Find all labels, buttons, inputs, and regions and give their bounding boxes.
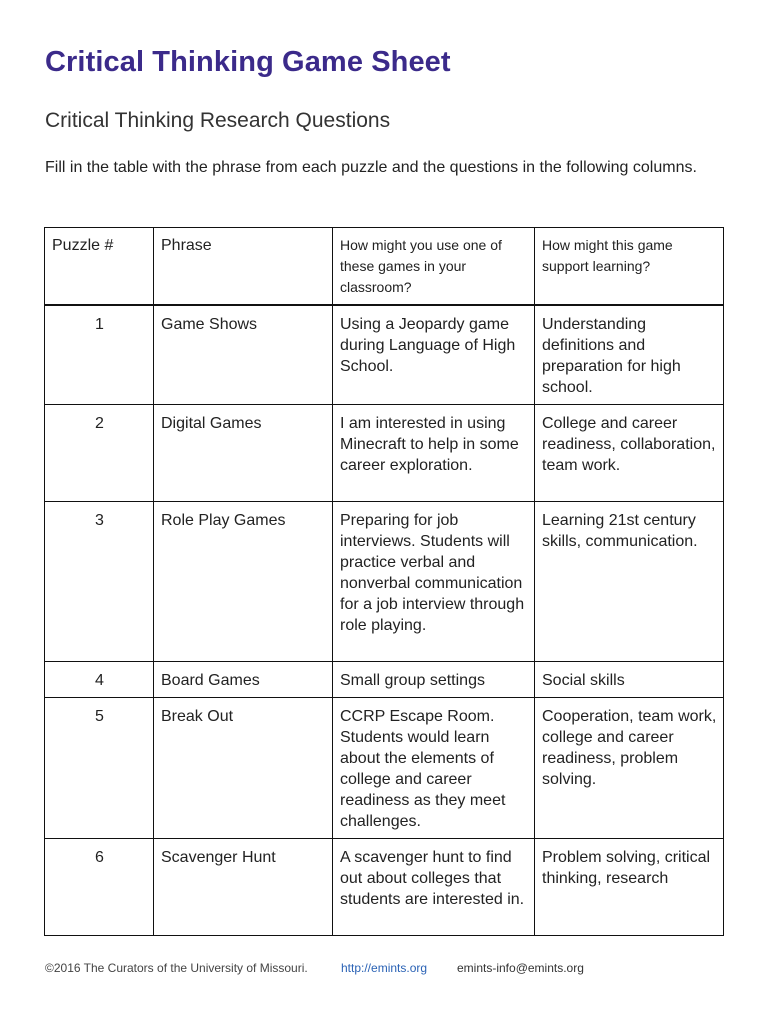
puzzle-number-cell: 3 — [45, 502, 154, 662]
puzzle-number-cell: 5 — [45, 698, 154, 839]
classroom-use-cell: Using a Jeopardy game during Language of High School. — [333, 305, 535, 405]
table-row — [45, 698, 724, 839]
header-puzzle-number: Puzzle # — [45, 228, 154, 306]
classroom-use-cell: A scavenger hunt to find out about colleges that students are interested in. — [333, 839, 535, 936]
support-learning-cell: Learning 21st century skills, communication. — [535, 502, 724, 662]
table-row — [45, 305, 724, 405]
classroom-use-cell: CCRP Escape Room. Students would learn about the elements of college and career readiness as they meet challenges. — [333, 698, 535, 839]
contact-email: emints-info@emints.org — [457, 961, 584, 975]
table-row — [45, 405, 724, 502]
classroom-use-cell: Small group settings — [333, 662, 535, 698]
emints-website-link[interactable]: http://emints.org — [341, 961, 428, 975]
support-learning-cell: College and career readiness, collaboration, team work. — [535, 405, 724, 502]
puzzle-number-cell: 6 — [45, 839, 154, 936]
classroom-use-cell: I am interested in using Minecraft to help in some career exploration. — [333, 405, 535, 502]
puzzle-number-cell: 2 — [45, 405, 154, 502]
puzzle-number-cell: 4 — [45, 662, 154, 698]
header-phrase: Phrase — [154, 228, 333, 306]
support-learning-cell: Understanding definitions and preparation for high school. — [535, 305, 724, 405]
page-subtitle: Critical Thinking Research Questions — [45, 109, 391, 132]
classroom-use-cell: Preparing for job interviews. Students will practice verbal and nonverbal communication for a job interview through role playing. — [333, 502, 535, 662]
page-footer — [45, 961, 584, 975]
table-row — [45, 502, 724, 662]
instructions-text: Fill in the table with the phrase from each puzzle and the questions in the following columns. — [45, 159, 697, 176]
table-header-row — [45, 228, 724, 306]
header-support-learning: How might this game support learning? — [535, 228, 724, 306]
puzzle-number-cell: 1 — [45, 305, 154, 405]
copyright-text: ©2016 The Curators of the University of Missouri. — [45, 961, 308, 975]
phrase-cell: Scavenger Hunt — [154, 839, 333, 936]
phrase-cell: Board Games — [154, 662, 333, 698]
support-learning-cell: Problem solving, critical thinking, research — [535, 839, 724, 936]
page-title: Critical Thinking Game Sheet — [45, 46, 451, 78]
phrase-cell: Digital Games — [154, 405, 333, 502]
table-row — [45, 839, 724, 936]
phrase-cell: Role Play Games — [154, 502, 333, 662]
phrase-cell: Break Out — [154, 698, 333, 839]
game-sheet-table — [44, 227, 724, 936]
phrase-cell: Game Shows — [154, 305, 333, 405]
table-row — [45, 662, 724, 698]
support-learning-cell: Social skills — [535, 662, 724, 698]
support-learning-cell: Cooperation, team work, college and career readiness, problem solving. — [535, 698, 724, 839]
header-classroom-use: How might you use one of these games in your classroom? — [333, 228, 535, 306]
